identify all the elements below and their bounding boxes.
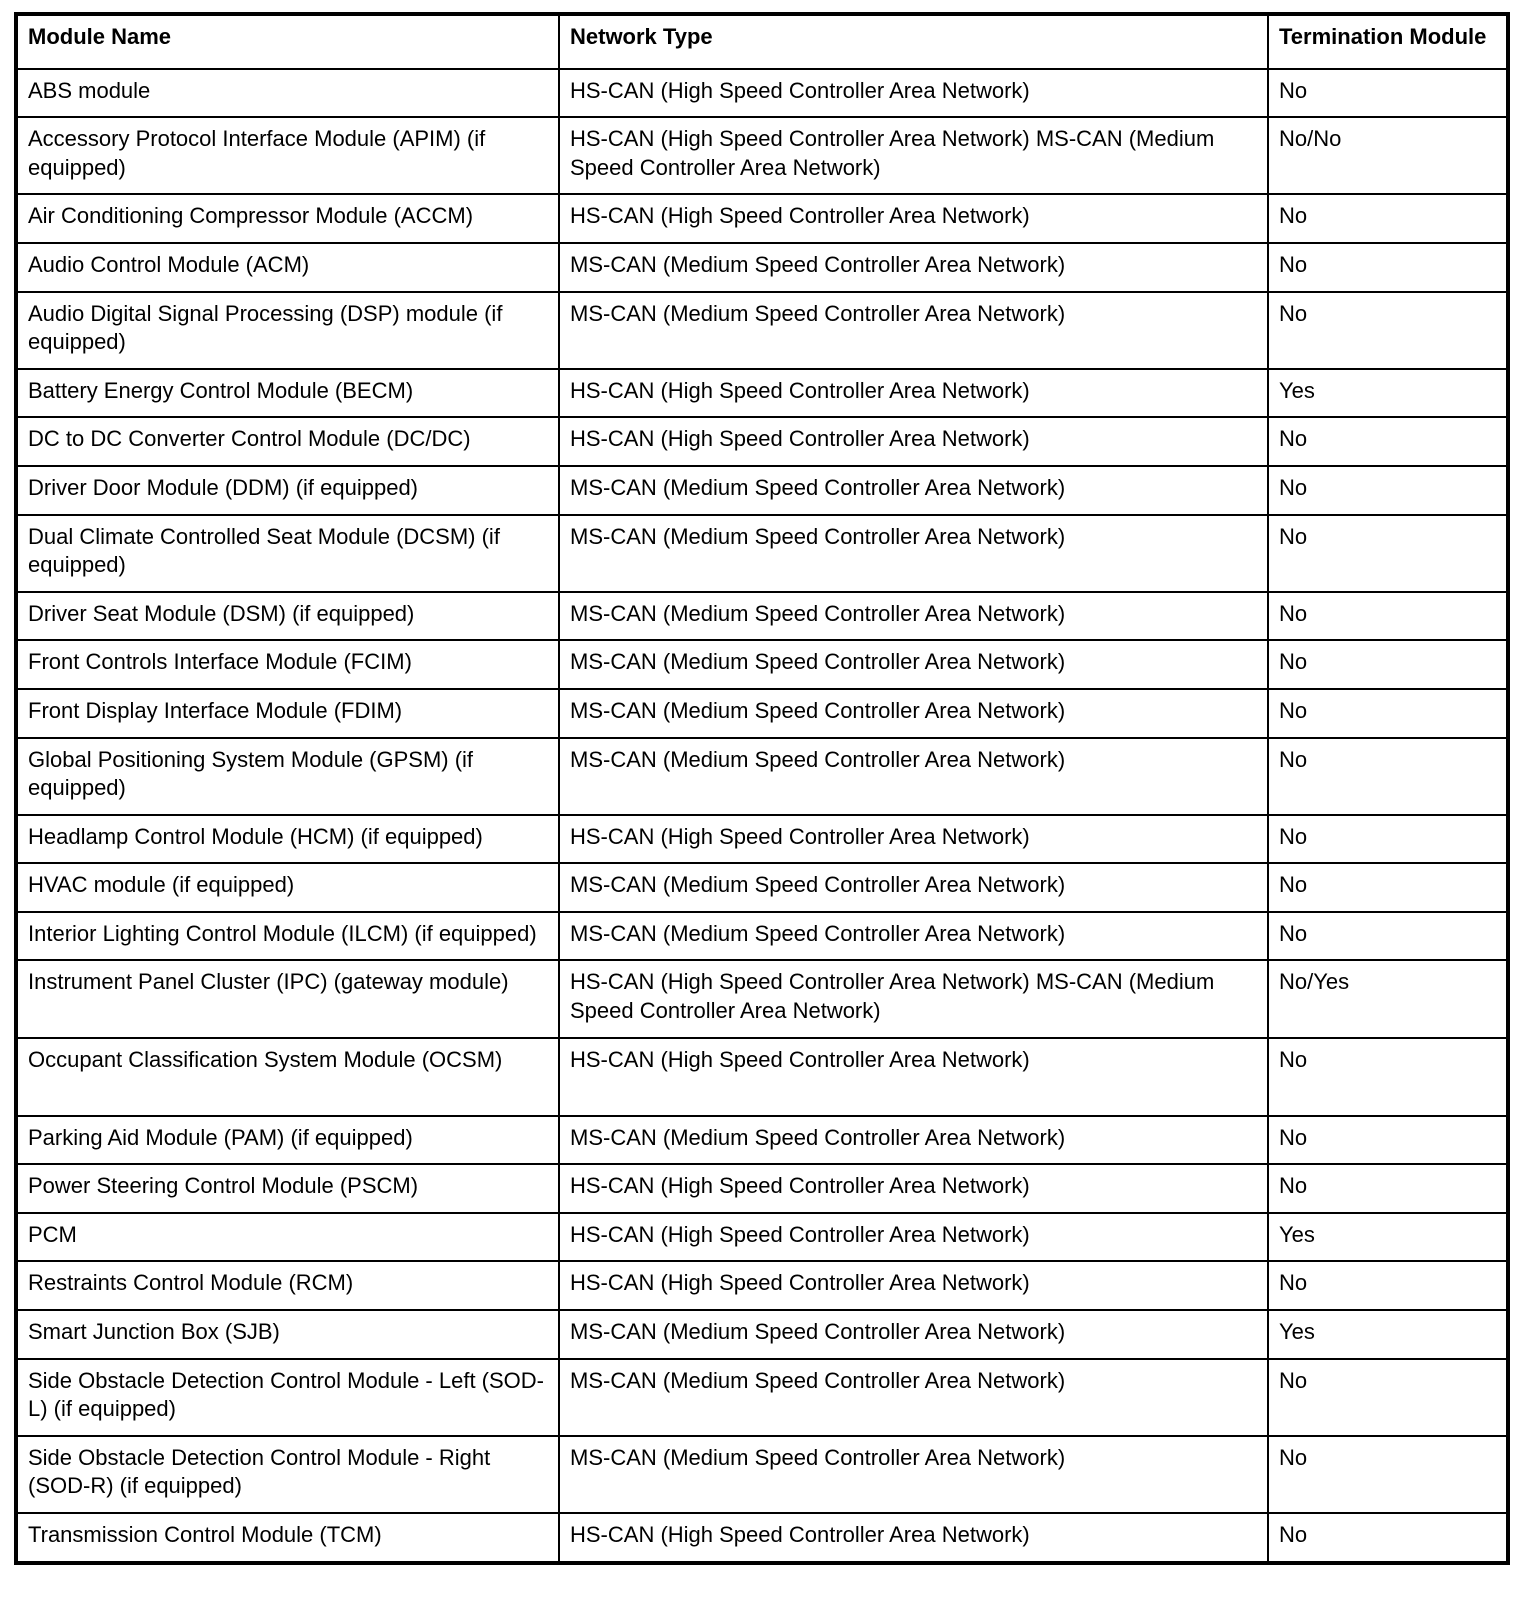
- termination-module-cell: No: [1268, 1513, 1508, 1563]
- module-name-cell: DC to DC Converter Control Module (DC/DC): [16, 417, 559, 466]
- network-type-cell: MS-CAN (Medium Speed Controller Area Network): [559, 1116, 1268, 1165]
- termination-module-cell: No: [1268, 592, 1508, 641]
- network-type-cell: MS-CAN (Medium Speed Controller Area Network): [559, 1359, 1268, 1436]
- termination-module-cell: Yes: [1268, 369, 1508, 418]
- table-row: [16, 194, 1508, 243]
- termination-module-cell: No: [1268, 194, 1508, 243]
- table-row: [16, 1359, 1508, 1436]
- table-row: [16, 912, 1508, 961]
- network-type-cell: HS-CAN (High Speed Controller Area Network) MS-CAN (Medium Speed Controller Area Network): [559, 117, 1268, 194]
- table-row: [16, 738, 1508, 815]
- termination-module-cell: No: [1268, 640, 1508, 689]
- module-name-cell: Battery Energy Control Module (BECM): [16, 369, 559, 418]
- module-name-cell: Driver Door Module (DDM) (if equipped): [16, 466, 559, 515]
- termination-module-cell: No: [1268, 69, 1508, 118]
- module-name-cell: Smart Junction Box (SJB): [16, 1310, 559, 1359]
- table-row: [16, 417, 1508, 466]
- termination-module-cell: No: [1268, 1359, 1508, 1436]
- termination-module-cell: Yes: [1268, 1213, 1508, 1262]
- module-name-cell: Audio Digital Signal Processing (DSP) module (if equipped): [16, 292, 559, 369]
- network-type-cell: HS-CAN (High Speed Controller Area Network): [559, 1038, 1268, 1116]
- table-row: [16, 369, 1508, 418]
- module-name-cell: PCM: [16, 1213, 559, 1262]
- network-type-cell: MS-CAN (Medium Speed Controller Area Network): [559, 243, 1268, 292]
- header-row: [16, 14, 1508, 69]
- module-name-cell: Headlamp Control Module (HCM) (if equipped): [16, 815, 559, 864]
- module-name-cell: Dual Climate Controlled Seat Module (DCSM) (if equipped): [16, 515, 559, 592]
- table-row: [16, 592, 1508, 641]
- network-type-cell: HS-CAN (High Speed Controller Area Network): [559, 69, 1268, 118]
- termination-module-cell: No: [1268, 863, 1508, 912]
- termination-module-cell: No: [1268, 1116, 1508, 1165]
- network-type-cell: MS-CAN (Medium Speed Controller Area Network): [559, 1310, 1268, 1359]
- termination-module-cell: No: [1268, 689, 1508, 738]
- termination-module-cell: No: [1268, 1436, 1508, 1513]
- table-row: [16, 515, 1508, 592]
- termination-module-cell: No: [1268, 243, 1508, 292]
- module-name-cell: Global Positioning System Module (GPSM) (if equipped): [16, 738, 559, 815]
- module-name-cell: Interior Lighting Control Module (ILCM) (if equipped): [16, 912, 559, 961]
- module-name-cell: Audio Control Module (ACM): [16, 243, 559, 292]
- network-type-cell: HS-CAN (High Speed Controller Area Network): [559, 1261, 1268, 1310]
- table-row: [16, 1164, 1508, 1213]
- termination-module-cell: Yes: [1268, 1310, 1508, 1359]
- table-row: [16, 1261, 1508, 1310]
- network-type-cell: MS-CAN (Medium Speed Controller Area Network): [559, 515, 1268, 592]
- column-header-module-name: Module Name: [16, 14, 559, 69]
- module-name-cell: Air Conditioning Compressor Module (ACCM): [16, 194, 559, 243]
- table-row: [16, 640, 1508, 689]
- module-name-cell: Side Obstacle Detection Control Module - Right (SOD-R) (if equipped): [16, 1436, 559, 1513]
- network-type-cell: MS-CAN (Medium Speed Controller Area Network): [559, 863, 1268, 912]
- table-row: [16, 117, 1508, 194]
- network-type-cell: HS-CAN (High Speed Controller Area Network): [559, 194, 1268, 243]
- module-name-cell: Front Controls Interface Module (FCIM): [16, 640, 559, 689]
- table-row: [16, 1038, 1508, 1116]
- table-header: [16, 14, 1508, 69]
- table-row: [16, 689, 1508, 738]
- module-name-cell: Accessory Protocol Interface Module (APIM) (if equipped): [16, 117, 559, 194]
- module-network-table: [14, 12, 1510, 1565]
- column-header-termination-module: Termination Module: [1268, 14, 1508, 69]
- network-type-cell: MS-CAN (Medium Speed Controller Area Network): [559, 640, 1268, 689]
- table-row: [16, 69, 1508, 118]
- table-body: [16, 69, 1508, 1563]
- column-header-network-type: Network Type: [559, 14, 1268, 69]
- termination-module-cell: No: [1268, 815, 1508, 864]
- module-name-cell: ABS module: [16, 69, 559, 118]
- termination-module-cell: No: [1268, 1038, 1508, 1116]
- table-row: [16, 863, 1508, 912]
- network-type-cell: MS-CAN (Medium Speed Controller Area Network): [559, 1436, 1268, 1513]
- network-type-cell: HS-CAN (High Speed Controller Area Network): [559, 1164, 1268, 1213]
- table-row: [16, 815, 1508, 864]
- termination-module-cell: No/No: [1268, 117, 1508, 194]
- module-name-cell: Side Obstacle Detection Control Module - Left (SOD-L) (if equipped): [16, 1359, 559, 1436]
- network-type-cell: HS-CAN (High Speed Controller Area Network): [559, 417, 1268, 466]
- table-row: [16, 243, 1508, 292]
- module-name-cell: HVAC module (if equipped): [16, 863, 559, 912]
- network-type-cell: MS-CAN (Medium Speed Controller Area Network): [559, 466, 1268, 515]
- network-type-cell: MS-CAN (Medium Speed Controller Area Network): [559, 592, 1268, 641]
- network-type-cell: MS-CAN (Medium Speed Controller Area Network): [559, 689, 1268, 738]
- module-name-cell: Power Steering Control Module (PSCM): [16, 1164, 559, 1213]
- network-type-cell: HS-CAN (High Speed Controller Area Network): [559, 1513, 1268, 1563]
- table-row: [16, 1436, 1508, 1513]
- module-name-cell: Instrument Panel Cluster (IPC) (gateway module): [16, 960, 559, 1037]
- termination-module-cell: No/Yes: [1268, 960, 1508, 1037]
- network-type-cell: MS-CAN (Medium Speed Controller Area Network): [559, 912, 1268, 961]
- module-name-cell: Driver Seat Module (DSM) (if equipped): [16, 592, 559, 641]
- network-type-cell: HS-CAN (High Speed Controller Area Network) MS-CAN (Medium Speed Controller Area Network): [559, 960, 1268, 1037]
- table-row: [16, 1213, 1508, 1262]
- network-type-cell: HS-CAN (High Speed Controller Area Network): [559, 1213, 1268, 1262]
- module-name-cell: Front Display Interface Module (FDIM): [16, 689, 559, 738]
- network-type-cell: HS-CAN (High Speed Controller Area Network): [559, 815, 1268, 864]
- table-row: [16, 960, 1508, 1037]
- module-name-cell: Occupant Classification System Module (OCSM): [16, 1038, 559, 1116]
- termination-module-cell: No: [1268, 1261, 1508, 1310]
- termination-module-cell: No: [1268, 417, 1508, 466]
- network-type-cell: HS-CAN (High Speed Controller Area Network): [559, 369, 1268, 418]
- termination-module-cell: No: [1268, 1164, 1508, 1213]
- module-name-cell: Transmission Control Module (TCM): [16, 1513, 559, 1563]
- table-row: [16, 466, 1508, 515]
- termination-module-cell: No: [1268, 466, 1508, 515]
- termination-module-cell: No: [1268, 292, 1508, 369]
- termination-module-cell: No: [1268, 515, 1508, 592]
- network-type-cell: MS-CAN (Medium Speed Controller Area Network): [559, 738, 1268, 815]
- table-row: [16, 292, 1508, 369]
- termination-module-cell: No: [1268, 738, 1508, 815]
- table-row: [16, 1116, 1508, 1165]
- table-row: [16, 1513, 1508, 1563]
- termination-module-cell: No: [1268, 912, 1508, 961]
- table-row: [16, 1310, 1508, 1359]
- network-type-cell: MS-CAN (Medium Speed Controller Area Network): [559, 292, 1268, 369]
- module-name-cell: Restraints Control Module (RCM): [16, 1261, 559, 1310]
- module-name-cell: Parking Aid Module (PAM) (if equipped): [16, 1116, 559, 1165]
